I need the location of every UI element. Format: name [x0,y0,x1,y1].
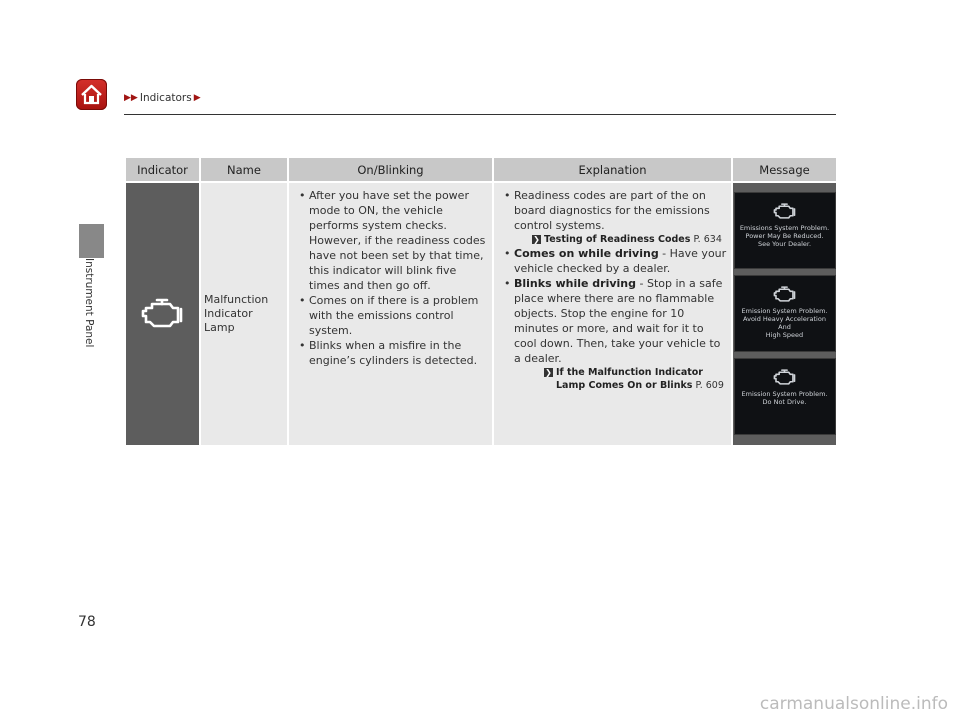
check-engine-icon [140,296,186,330]
table-header-row [126,158,836,182]
cross-reference[interactable] [514,233,727,246]
list-item [498,276,727,392]
list-item [498,246,727,276]
cross-reference[interactable] [514,366,727,392]
message-line: Emission System Problem. [741,307,828,315]
header-rule [124,114,836,115]
name-cell: Malfunction Indicator Lamp [200,182,288,445]
message-cell [732,182,836,445]
section-tab[interactable] [79,224,104,258]
message-line: Power May Be Reduced. [745,232,824,240]
list-item: • Comes on if there is a problem with the emissions control system. [293,293,488,338]
indicator-table [126,158,836,445]
message-screen [735,193,835,268]
reference-title: If the Malfunction Indicator Lamp Comes On or Blinks [556,367,703,391]
breadcrumb [124,92,201,104]
check-engine-icon [772,276,798,303]
message-line: Emissions System Problem. [739,224,830,232]
breadcrumb-link-indicators[interactable]: Indicators [139,92,192,104]
reference-page: P. 609 [695,380,724,391]
check-engine-icon [772,193,798,220]
list-item: • After you have set the power mode to ON, the vehicle performs system checks. However, if the readiness codes have not been set by that time, this indicator will blink five times and then go off. [293,188,488,293]
message-screen [735,359,835,434]
message-line: Avoid Heavy Acceleration And [743,315,826,331]
reference-arrow-icon: ❯ [545,368,552,377]
page-number: 78 [78,614,96,630]
indicator-cell [126,182,200,445]
column-header: Indicator [126,158,200,182]
column-header: On/Blinking [288,158,493,182]
explanation-text: - Stop in a safe place where there are no flammable objects. Stop the engine for 10 minutes or more, and wait for it to cool down. Then, take your vehicle to a dealer. [514,277,723,365]
message-line: Do Not Drive. [762,398,807,406]
explanation-cell [493,182,732,445]
breadcrumb-arrow-icon: ▶ [193,93,201,103]
section-label: Instrument Panel [83,258,95,348]
column-header: Explanation [493,158,732,182]
on-blinking-cell [288,182,493,445]
home-icon [79,82,104,107]
reference-title: Testing of Readiness Codes [544,234,691,245]
message-line: High Speed [765,331,804,339]
explanation-text: - Have your vehicle checked by a dealer. [514,247,727,275]
home-button[interactable] [76,79,107,110]
column-header: Message [732,158,836,182]
explanation-bold: Blinks while driving [514,277,636,290]
column-header: Name [200,158,288,182]
watermark: carmanualsonline.info [759,694,948,714]
explanation-text: Readiness codes are part of the on board diagnostics for the emissions control systems. [514,189,710,232]
table-row [126,182,836,445]
list-item: • Blinks when a misfire in the engine’s cylinders is detected. [293,338,488,368]
reference-arrow-icon: ❯ [533,235,540,244]
breadcrumb-arrow-icon: ▶▶ [124,93,138,103]
list-item [498,188,727,246]
explanation-bold: Comes on while driving [514,247,659,260]
check-engine-icon [772,359,798,386]
message-line: Emission System Problem. [741,390,828,398]
reference-page: P. 634 [693,234,722,245]
message-screen [735,276,835,351]
message-line: See Your Dealer. [757,240,812,248]
